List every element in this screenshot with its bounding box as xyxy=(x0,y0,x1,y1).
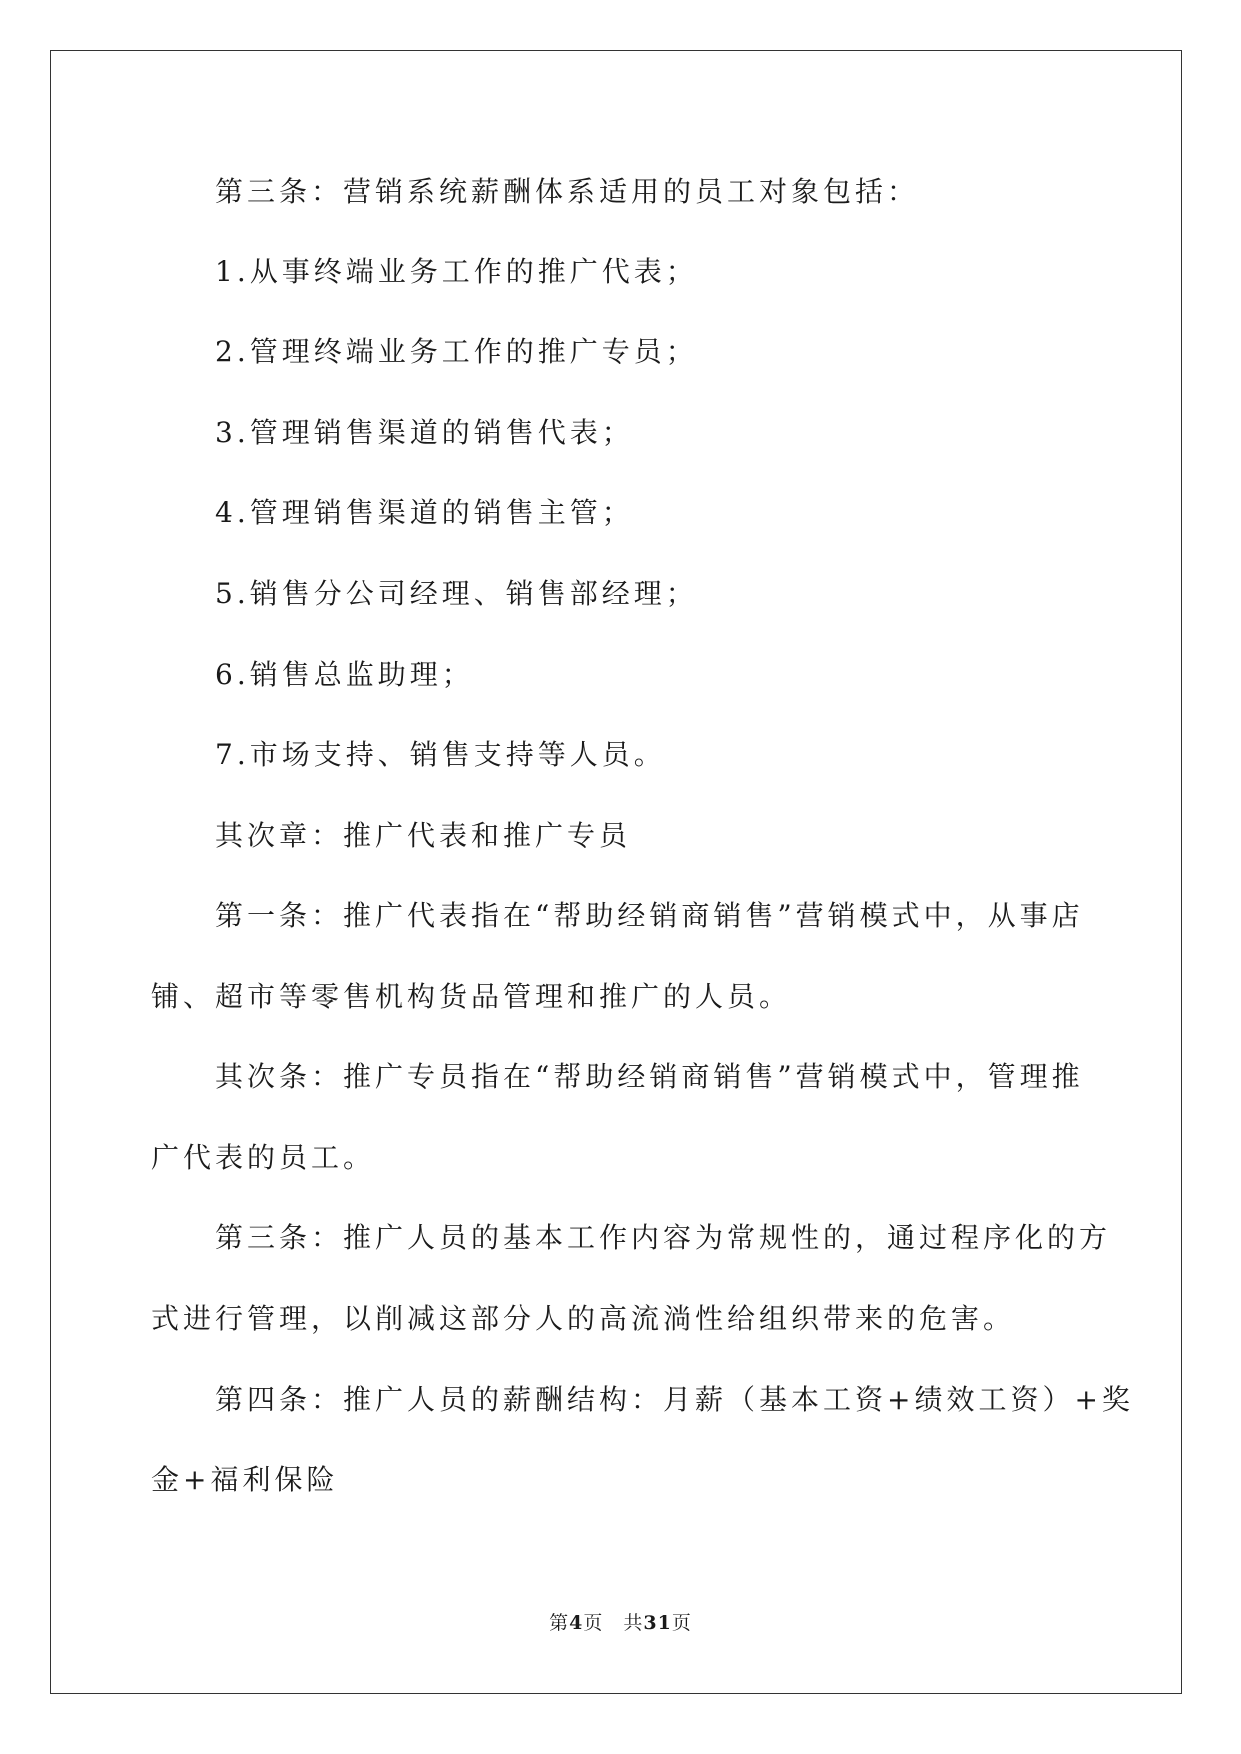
footer-suffix: 页 xyxy=(671,1612,692,1634)
chapter-heading: 其次章：推广代表和推广专员 xyxy=(215,819,632,852)
paragraph-line: 第一条：推广代表指在“帮助经销商销售”营销模式中，从事店 xyxy=(215,899,1084,932)
list-item: 6.销售总监助理； xyxy=(215,658,474,691)
list-item: 7.市场支持、销售支持等人员。 xyxy=(215,738,666,771)
paragraph-line: 式进行管理，以削减这部分人的高流淌性给组织带来的危害。 xyxy=(151,1302,1016,1335)
footer-mid: 页 共 xyxy=(583,1612,644,1634)
page-footer xyxy=(0,1608,1241,1635)
list-item: 1.从事终端业务工作的推广代表； xyxy=(215,255,698,288)
paragraph-line: 广代表的员工。 xyxy=(151,1141,376,1174)
paragraph-line: 第三条：营销系统薪酬体系适用的员工对象包括： xyxy=(215,175,920,208)
total-page-count: 31 xyxy=(643,1612,672,1634)
current-page-number: 4 xyxy=(569,1612,584,1634)
paragraph-line: 第四条：推广人员的薪酬结构：月薪（基本工资+绩效工资）+奖 xyxy=(215,1383,1134,1416)
list-item: 4.管理销售渠道的销售主管； xyxy=(215,496,634,529)
paragraph-line: 其次条：推广专员指在“帮助经销商销售”营销模式中，管理推 xyxy=(215,1060,1084,1093)
list-item: 5.销售分公司经理、销售部经理； xyxy=(215,577,698,610)
footer-prefix: 第 xyxy=(549,1612,570,1634)
paragraph-line: 金+福利保险 xyxy=(151,1463,339,1496)
list-item: 2.管理终端业务工作的推广专员； xyxy=(215,335,698,368)
paragraph-line: 铺、超市等零售机构货品管理和推广的人员。 xyxy=(151,980,792,1013)
paragraph-line: 第三条：推广人员的基本工作内容为常规性的，通过程序化的方 xyxy=(215,1221,1112,1254)
list-item: 3.管理销售渠道的销售代表； xyxy=(215,416,634,449)
